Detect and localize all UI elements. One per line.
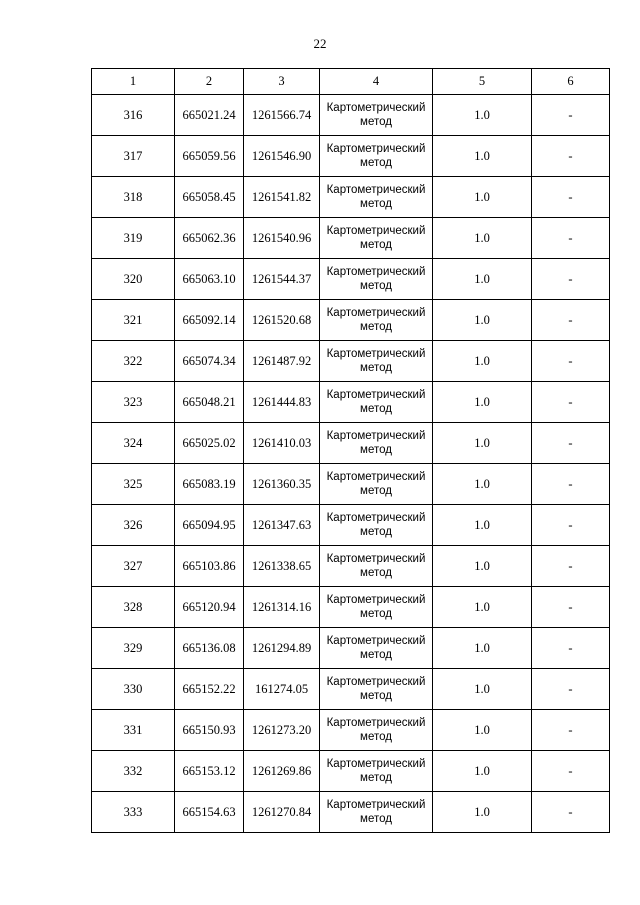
- method-cell: [320, 341, 433, 382]
- accuracy-cell: 1.0: [433, 587, 532, 628]
- accuracy-cell: 1.0: [433, 628, 532, 669]
- method-line-1: Картометрический: [326, 430, 426, 442]
- point-number-cell: 320: [92, 259, 175, 300]
- note-cell: -: [532, 751, 610, 792]
- method-cell: [320, 95, 433, 136]
- method-line-1: Картометрический: [326, 184, 426, 196]
- accuracy-cell: 1.0: [433, 177, 532, 218]
- y-coordinate-cell: 1261273.20: [244, 710, 320, 751]
- method-line-1: Картометрический: [326, 266, 426, 278]
- table-row: [92, 341, 610, 382]
- method-line-1: Картометрический: [326, 389, 426, 401]
- table-row: [92, 136, 610, 177]
- y-coordinate-cell: 1261444.83: [244, 382, 320, 423]
- y-coordinate-cell: 1261294.89: [244, 628, 320, 669]
- method-cell: [320, 587, 433, 628]
- point-number-cell: 332: [92, 751, 175, 792]
- method-cell: [320, 464, 433, 505]
- table-row: [92, 792, 610, 833]
- method-line-2: метод: [360, 526, 392, 538]
- method-line-1: Картометрический: [326, 717, 426, 729]
- method-line-2: метод: [360, 280, 392, 292]
- method-line-1: Картометрический: [326, 307, 426, 319]
- column-header: 1: [92, 69, 175, 95]
- x-coordinate-cell: 665062.36: [175, 218, 244, 259]
- method-cell: [320, 628, 433, 669]
- method-line-2: метод: [360, 403, 392, 415]
- note-cell: -: [532, 669, 610, 710]
- point-number-cell: 323: [92, 382, 175, 423]
- x-coordinate-cell: 665059.56: [175, 136, 244, 177]
- method-cell: [320, 259, 433, 300]
- x-coordinate-cell: 665092.14: [175, 300, 244, 341]
- point-number-cell: 321: [92, 300, 175, 341]
- point-number-cell: 317: [92, 136, 175, 177]
- table-row: [92, 259, 610, 300]
- accuracy-cell: 1.0: [433, 546, 532, 587]
- accuracy-cell: 1.0: [433, 259, 532, 300]
- x-coordinate-cell: 665136.08: [175, 628, 244, 669]
- point-number-cell: 330: [92, 669, 175, 710]
- point-number-cell: 329: [92, 628, 175, 669]
- note-cell: -: [532, 628, 610, 669]
- method-line-2: метод: [360, 157, 392, 169]
- point-number-cell: 316: [92, 95, 175, 136]
- y-coordinate-cell: 1261269.86: [244, 751, 320, 792]
- accuracy-cell: 1.0: [433, 95, 532, 136]
- x-coordinate-cell: 665153.12: [175, 751, 244, 792]
- x-coordinate-cell: 665083.19: [175, 464, 244, 505]
- note-cell: -: [532, 546, 610, 587]
- accuracy-cell: 1.0: [433, 464, 532, 505]
- y-coordinate-cell: 1261410.03: [244, 423, 320, 464]
- table-body: [92, 95, 610, 833]
- method-line-2: метод: [360, 485, 392, 497]
- table-header-row: [92, 69, 610, 95]
- method-cell: [320, 792, 433, 833]
- x-coordinate-cell: 665152.22: [175, 669, 244, 710]
- method-line-1: Картометрический: [326, 799, 426, 811]
- method-line-1: Картометрический: [326, 635, 426, 647]
- y-coordinate-cell: 1261360.35: [244, 464, 320, 505]
- table-row: [92, 751, 610, 792]
- accuracy-cell: 1.0: [433, 710, 532, 751]
- method-line-1: Картометрический: [326, 594, 426, 606]
- table-row: [92, 218, 610, 259]
- x-coordinate-cell: 665063.10: [175, 259, 244, 300]
- method-cell: [320, 423, 433, 464]
- y-coordinate-cell: 1261520.68: [244, 300, 320, 341]
- coordinates-table: [91, 68, 610, 833]
- y-coordinate-cell: 1261540.96: [244, 218, 320, 259]
- note-cell: -: [532, 710, 610, 751]
- y-coordinate-cell: 1261566.74: [244, 95, 320, 136]
- accuracy-cell: 1.0: [433, 792, 532, 833]
- note-cell: -: [532, 382, 610, 423]
- method-line-2: метод: [360, 567, 392, 579]
- y-coordinate-cell: 1261314.16: [244, 587, 320, 628]
- accuracy-cell: 1.0: [433, 751, 532, 792]
- column-header: 3: [244, 69, 320, 95]
- y-coordinate-cell: 1261541.82: [244, 177, 320, 218]
- point-number-cell: 319: [92, 218, 175, 259]
- column-header: 2: [175, 69, 244, 95]
- table-row: [92, 382, 610, 423]
- note-cell: -: [532, 423, 610, 464]
- table-row: [92, 423, 610, 464]
- point-number-cell: 318: [92, 177, 175, 218]
- method-cell: [320, 382, 433, 423]
- x-coordinate-cell: 665154.63: [175, 792, 244, 833]
- method-line-1: Картометрический: [326, 471, 426, 483]
- point-number-cell: 327: [92, 546, 175, 587]
- accuracy-cell: 1.0: [433, 382, 532, 423]
- method-cell: [320, 177, 433, 218]
- y-coordinate-cell: 1261270.84: [244, 792, 320, 833]
- method-line-2: метод: [360, 239, 392, 251]
- accuracy-cell: 1.0: [433, 423, 532, 464]
- y-coordinate-cell: 1261544.37: [244, 259, 320, 300]
- table-row: [92, 177, 610, 218]
- method-cell: [320, 710, 433, 751]
- method-cell: [320, 218, 433, 259]
- y-coordinate-cell: 1261487.92: [244, 341, 320, 382]
- method-line-1: Картометрический: [326, 512, 426, 524]
- method-line-1: Картометрический: [326, 102, 426, 114]
- method-line-2: метод: [360, 690, 392, 702]
- method-cell: [320, 300, 433, 341]
- y-coordinate-cell: 1261347.63: [244, 505, 320, 546]
- method-cell: [320, 505, 433, 546]
- method-line-2: метод: [360, 731, 392, 743]
- column-header: 5: [433, 69, 532, 95]
- x-coordinate-cell: 665074.34: [175, 341, 244, 382]
- method-line-2: метод: [360, 198, 392, 210]
- method-line-2: метод: [360, 608, 392, 620]
- accuracy-cell: 1.0: [433, 136, 532, 177]
- note-cell: -: [532, 259, 610, 300]
- note-cell: -: [532, 177, 610, 218]
- method-cell: [320, 546, 433, 587]
- method-line-2: метод: [360, 649, 392, 661]
- table-row: [92, 669, 610, 710]
- table-row: [92, 546, 610, 587]
- method-line-1: Картометрический: [326, 553, 426, 565]
- method-cell: [320, 751, 433, 792]
- note-cell: -: [532, 95, 610, 136]
- x-coordinate-cell: 665025.02: [175, 423, 244, 464]
- x-coordinate-cell: 665120.94: [175, 587, 244, 628]
- note-cell: -: [532, 792, 610, 833]
- method-line-2: метод: [360, 362, 392, 374]
- note-cell: -: [532, 464, 610, 505]
- note-cell: -: [532, 341, 610, 382]
- point-number-cell: 328: [92, 587, 175, 628]
- method-cell: [320, 136, 433, 177]
- method-line-2: метод: [360, 813, 392, 825]
- x-coordinate-cell: 665150.93: [175, 710, 244, 751]
- table-row: [92, 587, 610, 628]
- accuracy-cell: 1.0: [433, 300, 532, 341]
- method-line-1: Картометрический: [326, 143, 426, 155]
- method-line-2: метод: [360, 772, 392, 784]
- x-coordinate-cell: 665058.45: [175, 177, 244, 218]
- table-row: [92, 95, 610, 136]
- method-line-2: метод: [360, 116, 392, 128]
- accuracy-cell: 1.0: [433, 669, 532, 710]
- point-number-cell: 333: [92, 792, 175, 833]
- note-cell: -: [532, 300, 610, 341]
- x-coordinate-cell: 665021.24: [175, 95, 244, 136]
- method-line-2: метод: [360, 444, 392, 456]
- method-line-1: Картометрический: [326, 225, 426, 237]
- note-cell: -: [532, 218, 610, 259]
- note-cell: -: [532, 587, 610, 628]
- point-number-cell: 324: [92, 423, 175, 464]
- table-row: [92, 628, 610, 669]
- x-coordinate-cell: 665103.86: [175, 546, 244, 587]
- y-coordinate-cell: 1261546.90: [244, 136, 320, 177]
- point-number-cell: 322: [92, 341, 175, 382]
- table-row: [92, 300, 610, 341]
- point-number-cell: 325: [92, 464, 175, 505]
- column-header: 4: [320, 69, 433, 95]
- y-coordinate-cell: 1261338.65: [244, 546, 320, 587]
- method-line-1: Картометрический: [326, 348, 426, 360]
- page-number: 22: [313, 36, 327, 51]
- method-cell: [320, 669, 433, 710]
- accuracy-cell: 1.0: [433, 341, 532, 382]
- x-coordinate-cell: 665094.95: [175, 505, 244, 546]
- accuracy-cell: 1.0: [433, 218, 532, 259]
- point-number-cell: 326: [92, 505, 175, 546]
- note-cell: -: [532, 136, 610, 177]
- x-coordinate-cell: 665048.21: [175, 382, 244, 423]
- method-line-2: метод: [360, 321, 392, 333]
- column-header: 6: [532, 69, 610, 95]
- method-line-1: Картометрический: [326, 676, 426, 688]
- accuracy-cell: 1.0: [433, 505, 532, 546]
- table-row: [92, 710, 610, 751]
- table-row: [92, 505, 610, 546]
- point-number-cell: 331: [92, 710, 175, 751]
- table-row: [92, 464, 610, 505]
- note-cell: -: [532, 505, 610, 546]
- method-line-1: Картометрический: [326, 758, 426, 770]
- y-coordinate-cell: 161274.05: [244, 669, 320, 710]
